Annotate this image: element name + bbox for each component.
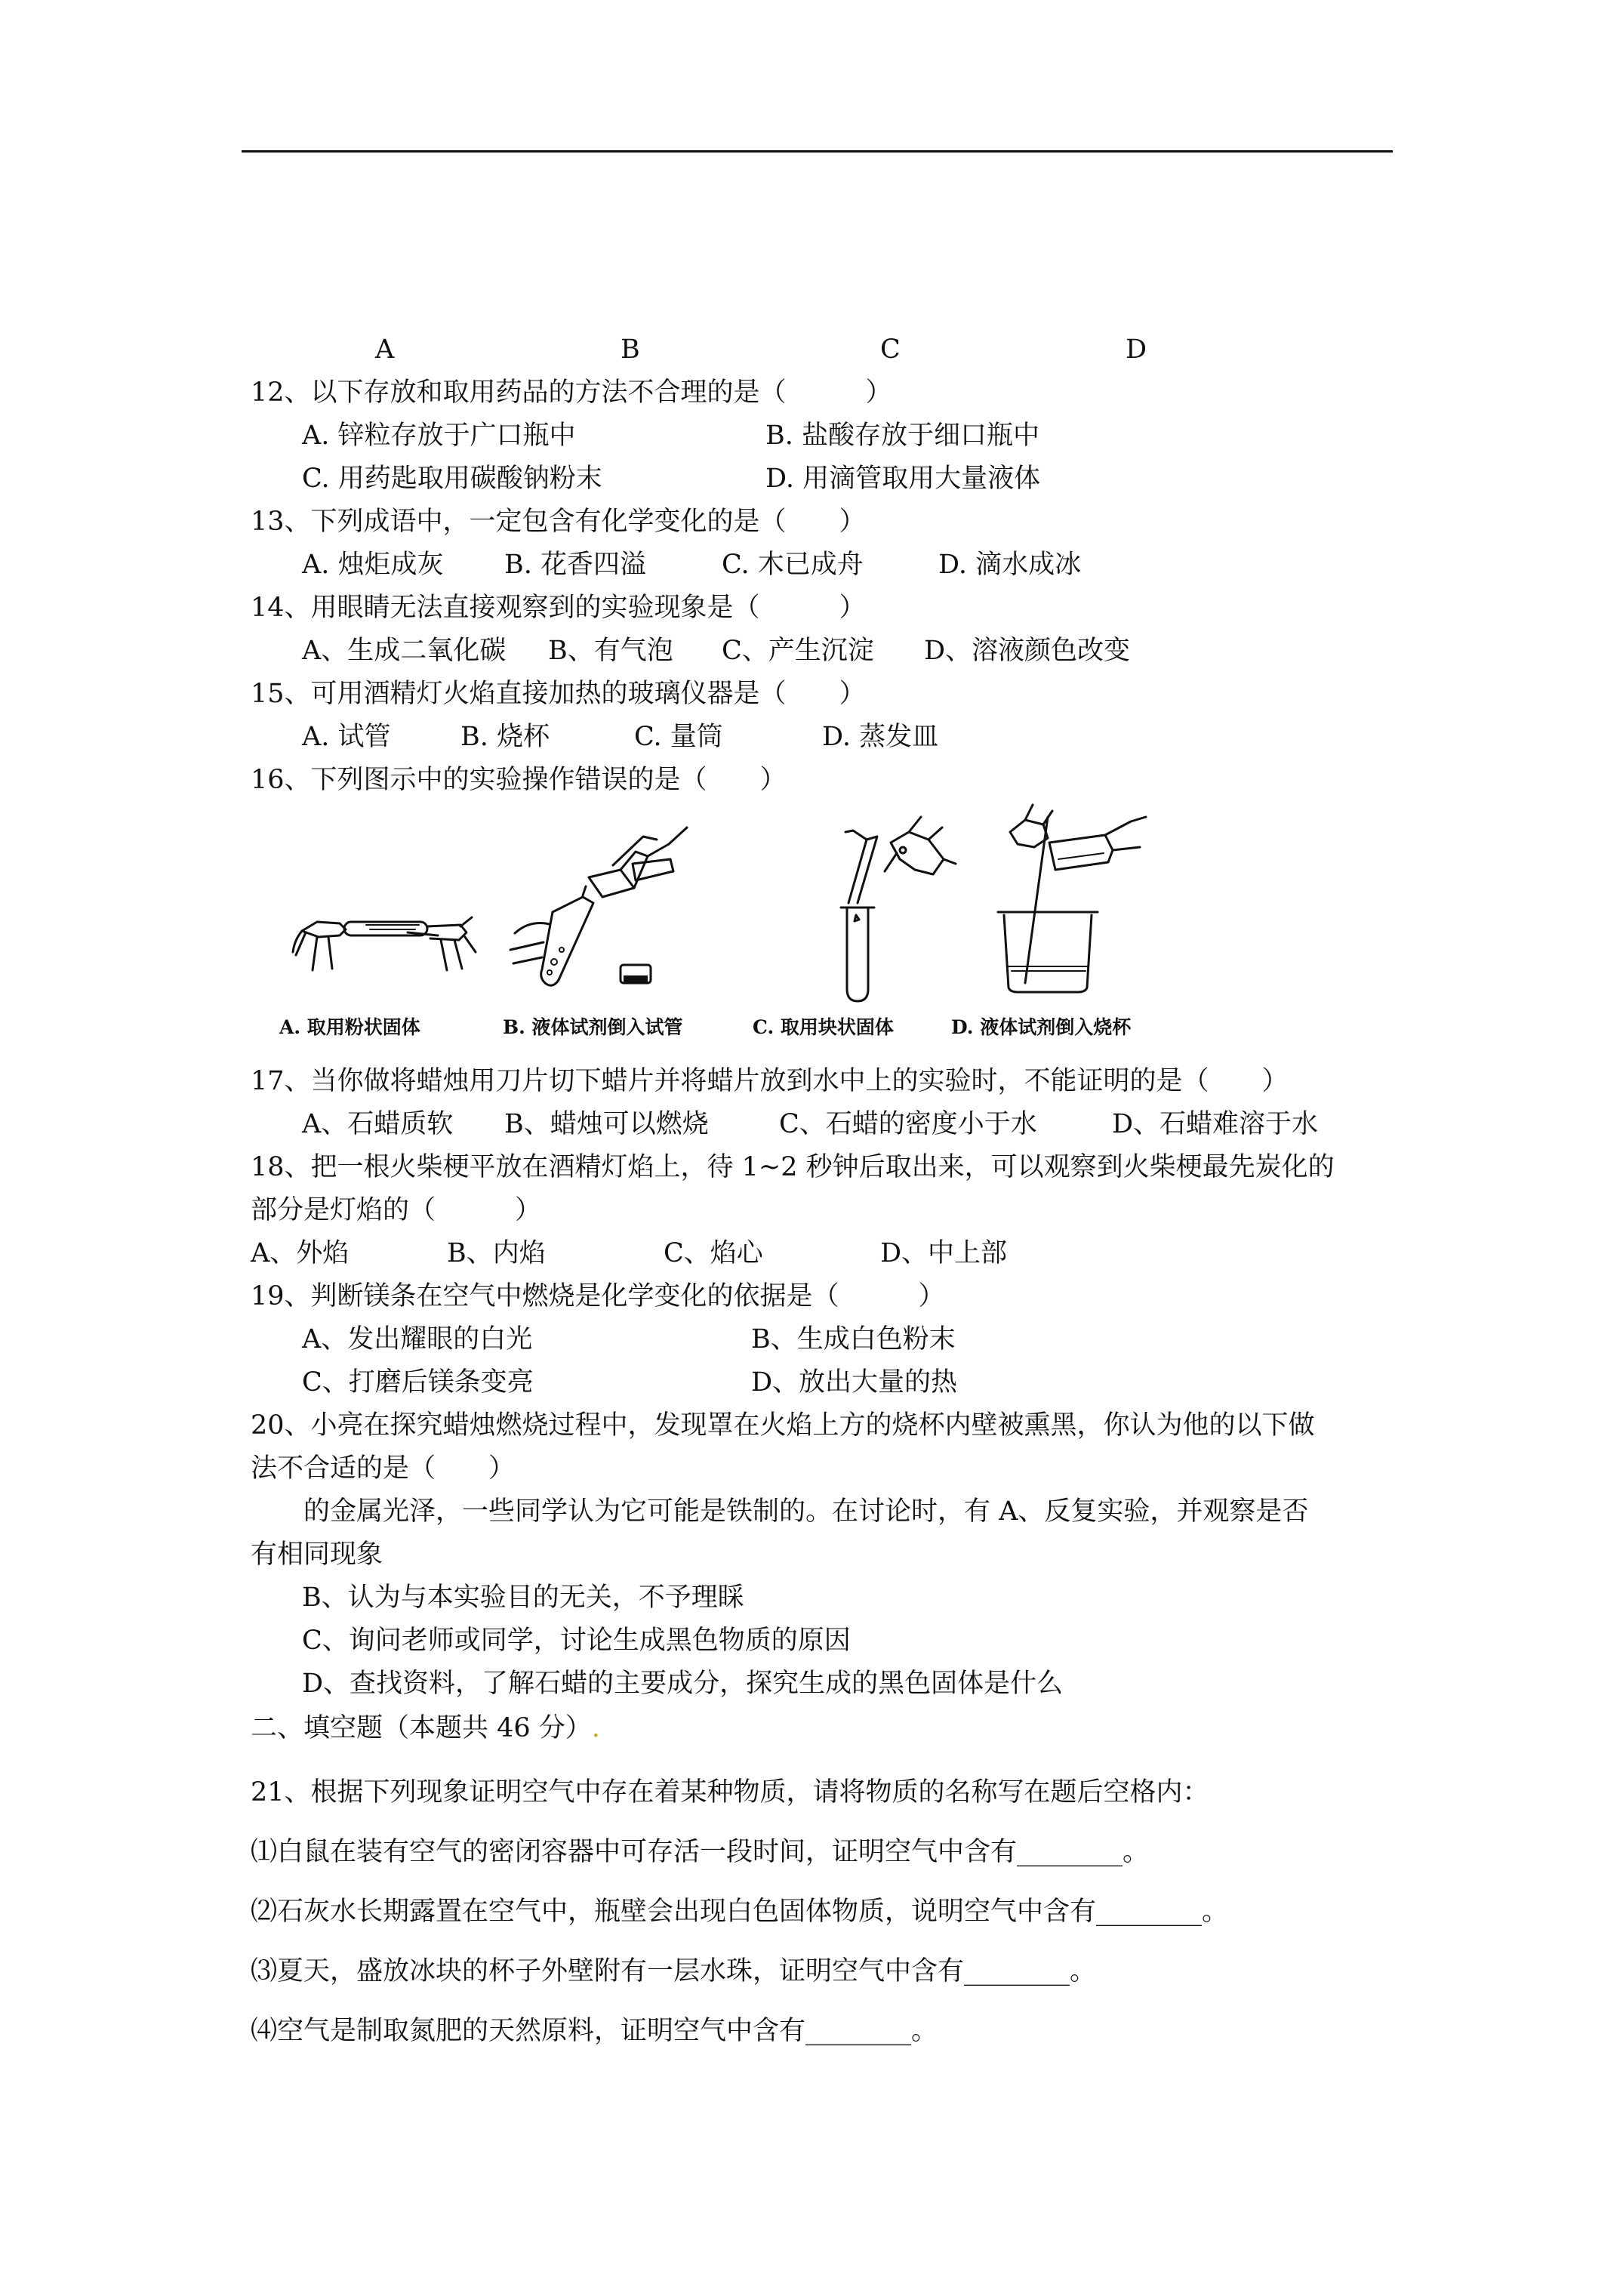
q18-option-a: A、外焰: [251, 1238, 350, 1268]
q16-caption-a: A. 取用粉状固体: [279, 1016, 420, 1038]
header-rule: [242, 150, 1393, 153]
q19-option-c: C、打磨后镁条变亮: [302, 1367, 534, 1398]
figure-a-powder-illustration: [287, 880, 483, 989]
q17-stem: 17、当你做将蜡烛用刀片切下蜡片并将蜡片放到水中上的实验时，不能证明的是（ ）: [251, 1066, 1289, 1096]
q19-stem: 19、判断镁条在空气中燃烧是化学变化的依据是（ ）: [251, 1281, 945, 1311]
q17-option-c: C、石蜡的密度小于水: [779, 1109, 1037, 1139]
q19-option-d: D、放出大量的热: [751, 1367, 958, 1398]
q14-option-c: C、产生沉淀: [722, 636, 874, 666]
q15-option-a: A. 试管: [302, 722, 391, 752]
q20-option-c: C、询问老师或同学，讨论生成黑色物质的原因: [302, 1626, 851, 1656]
q13-option-a: A. 烛炬成灰: [302, 550, 444, 580]
q20-option-d: D、查找资料，了解石蜡的主要成分，探究生成的黑色固体是什么: [302, 1669, 1064, 1699]
q17-option-a: A、石蜡质软: [302, 1109, 454, 1139]
q21-item-4: ⑷空气是制取氮肥的天然原料，证明空气中含有________。: [251, 2016, 938, 2046]
q19-option-b: B、生成白色粉末: [751, 1324, 956, 1354]
header-letter-c: C: [880, 334, 901, 365]
q21-stem: 21、根据下列现象证明空气中存在着某种物质，请将物质的名称写在题后空格内：: [251, 1777, 1209, 1808]
q18-option-c: C、焰心: [664, 1238, 763, 1268]
header-letter-a: A: [375, 334, 395, 365]
q15-stem: 15、可用酒精灯火焰直接加热的玻璃仪器是（ ）: [251, 679, 866, 709]
q15-option-c: C. 量筒: [634, 722, 723, 752]
q15-option-d: D. 蒸发皿: [822, 722, 939, 752]
q13-option-b: B. 花香四溢: [504, 550, 646, 580]
q17-option-d: D、石蜡难溶于水: [1112, 1109, 1319, 1139]
q12-option-b: B. 盐酸存放于细口瓶中: [765, 421, 1039, 451]
figure-c-lump-solid-illustration: [830, 809, 959, 1004]
q20-body-line1: 的金属光泽，一些同学认为它可能是铁制的。在讨论时，有 A、反复实验，并观察是否: [303, 1496, 1309, 1527]
q14-option-b: B、有气泡: [548, 636, 673, 666]
q20-stem-line2: 法不合适的是（ ）: [251, 1453, 516, 1484]
section2-dot: .: [591, 1713, 600, 1743]
q13-option-c: C. 木已成舟: [722, 550, 864, 580]
q18-option-b: B、内焰: [447, 1238, 546, 1268]
q17-option-b: B、蜡烛可以燃烧: [504, 1109, 709, 1139]
header-letter-b: B: [621, 334, 640, 365]
q14-stem: 14、用眼睛无法直接观察到的实验现象是（ ）: [251, 593, 866, 623]
q16-caption-c: C. 取用块状固体: [753, 1016, 894, 1038]
q16-caption-b: B. 液体试剂倒入试管: [503, 1016, 683, 1038]
q21-item-1: ⑴白鼠在装有空气的密闭容器中可存活一段时间，证明空气中含有________。: [251, 1837, 1150, 1867]
q13-stem: 13、下列成语中，一定包含有化学变化的是（ ）: [251, 507, 866, 537]
q15-option-b: B. 烧杯: [460, 722, 550, 752]
q19-option-a: A、发出耀眼的白光: [302, 1324, 533, 1354]
q12-option-c: C. 用药匙取用碳酸钠粉末: [302, 464, 602, 494]
q21-item-2: ⑵石灰水长期露置在空气中，瓶壁会出现白色固体物质，说明空气中含有________。: [251, 1897, 1229, 1927]
q16-stem: 16、下列图示中的实验操作错误的是（ ）: [251, 765, 787, 795]
q18-stem-line2: 部分是灯焰的（ ）: [251, 1195, 542, 1225]
q20-stem-line1: 20、小亮在探究蜡烛燃烧过程中，发现罩在火焰上方的烧杯内壁被熏黑，你认为他的以下做: [251, 1410, 1315, 1441]
figure-b-pour-tube-illustration: [500, 821, 704, 995]
header-letter-d: D: [1126, 334, 1147, 365]
q12-option-a: A. 锌粒存放于广口瓶中: [302, 421, 576, 451]
section2-title: 二、填空题（本题共 46 分）.: [251, 1713, 600, 1743]
figure-d-pour-beaker-illustration: [965, 802, 1153, 997]
q12-stem: 12、以下存放和取用药品的方法不合理的是（ ）: [251, 378, 892, 408]
q12-option-d: D. 用滴管取用大量液体: [765, 464, 1041, 494]
q20-option-b: B、认为与本实验目的无关，不予理睬: [302, 1583, 744, 1613]
q16-caption-d: D. 液体试剂倒入烧杯: [951, 1016, 1132, 1038]
q21-item-3: ⑶夏天，盛放冰块的杯子外壁附有一层水珠，证明空气中含有________。: [251, 1956, 1097, 1986]
q18-stem-line1: 18、把一根火柴梗平放在酒精灯焰上，待 1~2 秒钟后取出来，可以观察到火柴梗最先炭化的: [251, 1152, 1335, 1182]
q18-option-d: D、中上部: [880, 1238, 1008, 1268]
q13-option-d: D. 滴水成冰: [938, 550, 1082, 580]
q20-body-line2: 有相同现象: [251, 1539, 383, 1570]
q14-option-a: A、生成二氧化碳: [302, 636, 507, 666]
q14-option-d: D、溶液颜色改变: [924, 636, 1131, 666]
